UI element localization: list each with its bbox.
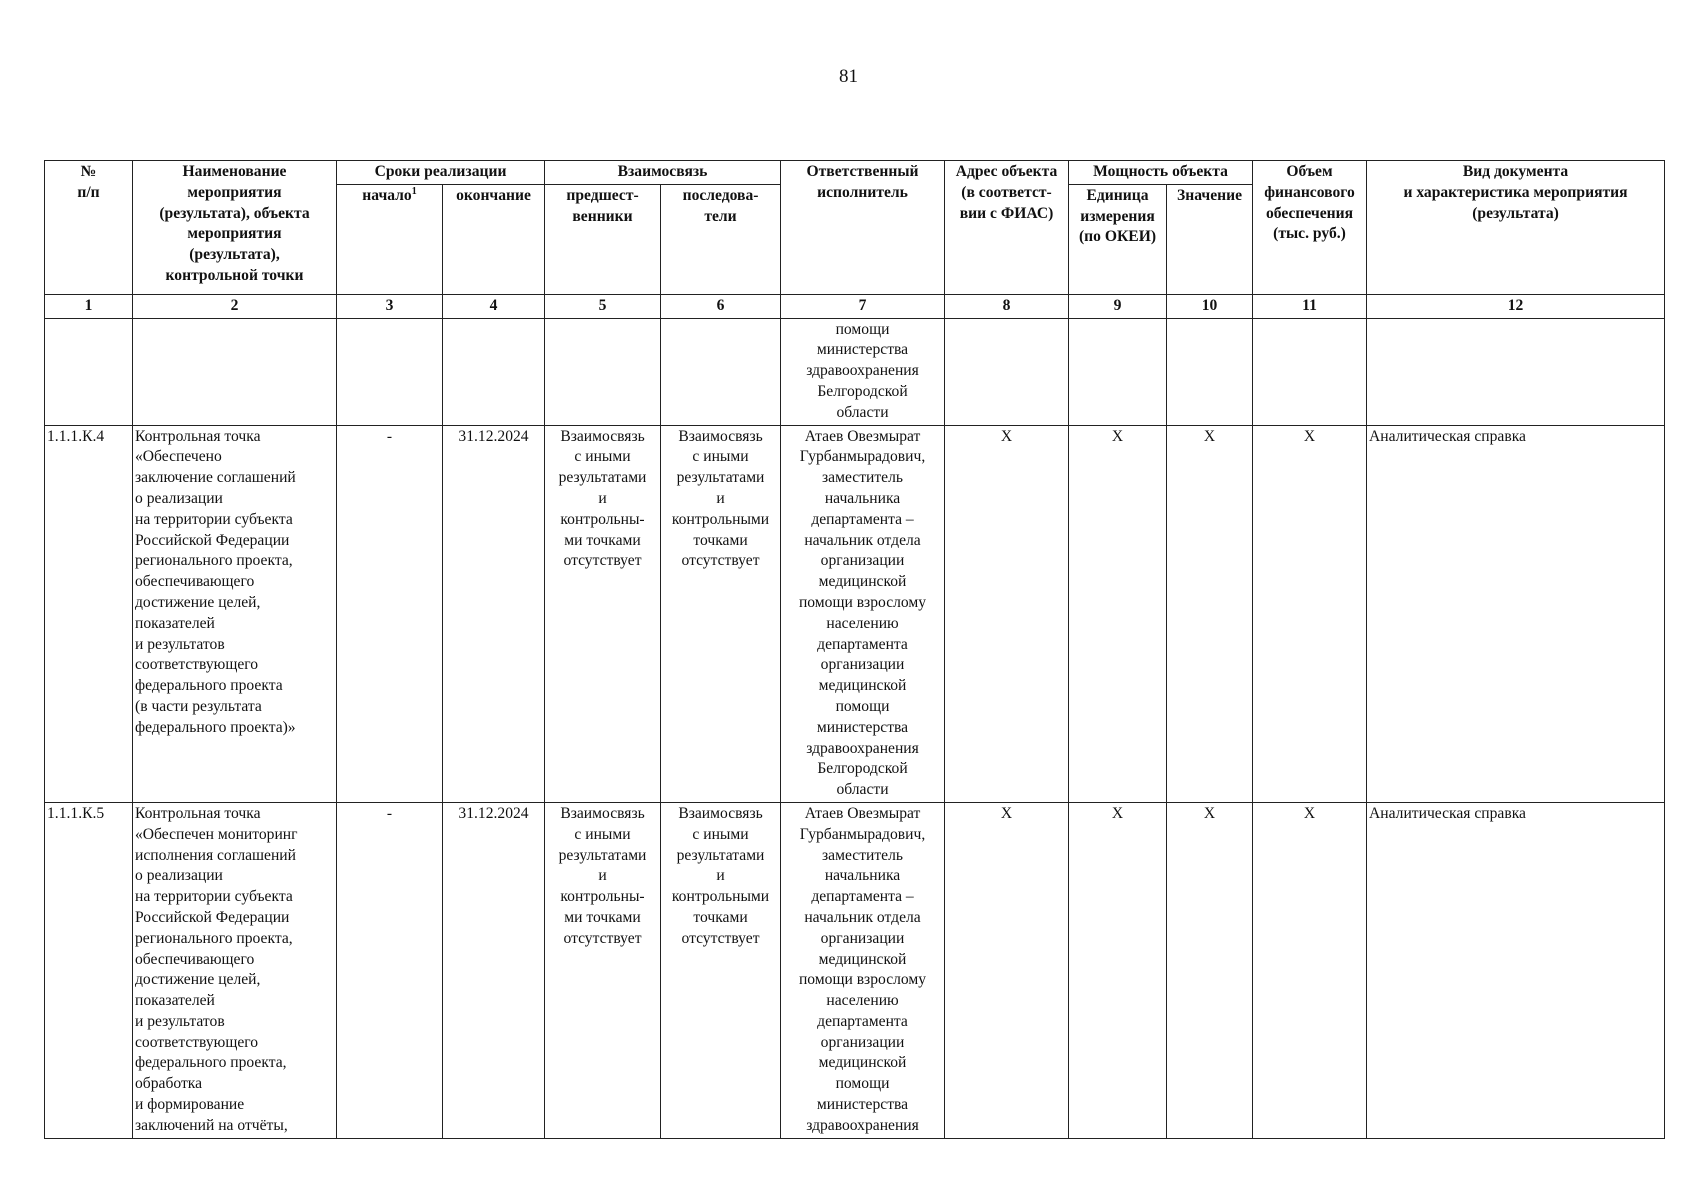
column-number: 10 [1167,294,1253,318]
header-executor: Ответственный исполнитель [781,161,945,295]
header-start-footnote: 1 [411,185,417,197]
plan-table [44,160,1665,1139]
header-document: Вид документа и характеристика мероприятия (результата) [1367,161,1665,295]
page-number: 81 [839,66,858,87]
row-address: X [945,802,1069,1138]
header-predecessors: предшест- венники [545,184,661,294]
row-unit: X [1069,425,1167,802]
column-numbers-row [45,294,1665,318]
column-number: 5 [545,294,661,318]
header-successors: последова- тели [661,184,781,294]
header-name: Наименование мероприятия (результата), объекта мероприятия (результата), контрольной точки [133,161,337,295]
column-number: 6 [661,294,781,318]
column-number: 11 [1253,294,1367,318]
row-predecessors: Взаимосвязь с иными результатами и контрольны- ми точками отсутствует [545,802,661,1138]
header-start: начало$^1$ [337,184,443,294]
row-id: 1.1.1.К.4 [45,425,133,802]
row-finance: X [1253,425,1367,802]
row-document: Аналитическая справка [1367,802,1665,1138]
row-value: X [1167,425,1253,802]
row-value: X [1167,802,1253,1138]
column-number: 1 [45,294,133,318]
row-name: Контрольная точка «Обеспечено заключение соглашений о реализации на территории субъекта Российской Федерации регионального проекта, обеспечивающего достижение целей, показателей и результатов соответствующего федерального проекта (в части результата федерального проекта)» [133,425,337,802]
continuation-executor: помощи министерства здравоохранения Белгородской области [781,318,945,425]
column-number: 3 [337,294,443,318]
column-number: 9 [1069,294,1167,318]
row-end: 31.12.2024 [443,802,545,1138]
row-unit: X [1069,802,1167,1138]
row-end: 31.12.2024 [443,425,545,802]
header-row-1 [45,161,1665,185]
header-dates-group: Сроки реализации [337,161,545,185]
header-links-group: Взаимосвязь [545,161,781,185]
header-finance: Объем финансового обеспечения (тыс. руб.) [1253,161,1367,295]
table-row [45,802,1665,1138]
row-executor: Атаев Овезмырат Гурбанмырадович, заместитель начальника департамента – начальник отдела организации медицинской помощи взрослому населению департамента организации медицинской помощи министерства здравоохранения [781,802,945,1138]
column-number: 4 [443,294,545,318]
row-address: X [945,425,1069,802]
table-row [45,425,1665,802]
row-executor: Атаев Овезмырат Гурбанмырадович, заместитель начальника департамента – начальник отдела организации медицинской помощи взрослому населению департамента организации медицинской помощи министерства здравоохранения Белгородской области [781,425,945,802]
column-number: 8 [945,294,1069,318]
header-end: окончание [443,184,545,294]
header-address: Адрес объекта (в соответст- вии с ФИАС) [945,161,1069,295]
header-capacity-group: Мощность объекта [1069,161,1253,185]
continuation-row [45,318,1665,425]
row-id: 1.1.1.К.5 [45,802,133,1138]
row-finance: X [1253,802,1367,1138]
column-number: 12 [1367,294,1665,318]
row-document: Аналитическая справка [1367,425,1665,802]
column-number: 7 [781,294,945,318]
row-successors: Взаимосвязь с иными результатами и контрольными точками отсутствует [661,425,781,802]
row-predecessors: Взаимосвязь с иными результатами и контрольны- ми точками отсутствует [545,425,661,802]
row-start: - [337,802,443,1138]
header-unit: Единица измерения (по ОКЕИ) [1069,184,1167,294]
row-name: Контрольная точка «Обеспечен мониторинг исполнения соглашений о реализации на территории субъекта Российской Федерации регионального проекта, обеспечивающего достижение целей, показателей и результатов соответствующего федерального проекта, обработка и формирование заключений на отчёты, [133,802,337,1138]
header-value: Значение [1167,184,1253,294]
header-number: № п/п [45,161,133,295]
column-number: 2 [133,294,337,318]
row-successors: Взаимосвязь с иными результатами и контрольными точками отсутствует [661,802,781,1138]
row-start: - [337,425,443,802]
